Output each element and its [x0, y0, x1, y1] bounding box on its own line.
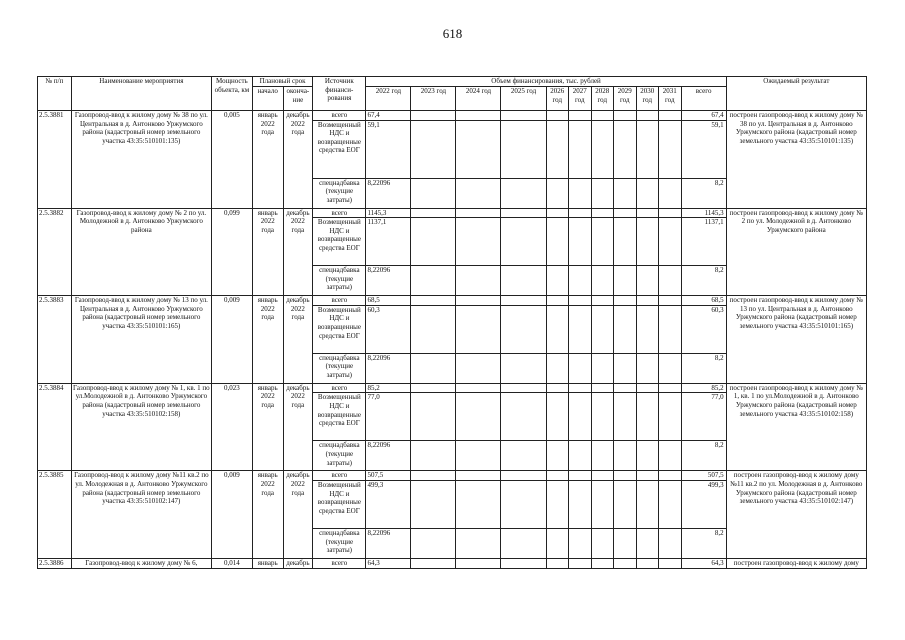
value-total: 499,3: [681, 480, 726, 528]
source-label: Возмещенный НДС и возвращенные средства ЕОГ: [313, 480, 366, 528]
value-total: 67,4: [681, 111, 726, 121]
source-label: всего: [313, 208, 366, 218]
table-row: [38, 383, 867, 393]
header-year: 2025 год: [501, 87, 546, 111]
source-label: всего: [313, 471, 366, 481]
row-end: декабрь 2022 года: [283, 471, 313, 559]
header-name: Наименование мероприятия: [71, 77, 211, 111]
value-total: 60,3: [681, 305, 726, 353]
row-start: январь 2022 года: [252, 471, 283, 559]
row-name: Газопровод-ввод к жилому дому №11 кв.2 по ул. Молодежная в д. Антонково Уржумского района (кадастровый номер земельного участка 43:35:510102:147): [71, 471, 211, 559]
row-name: Газопровод-ввод к жилому дому № 6,: [71, 558, 211, 568]
value-total: 68,5: [681, 296, 726, 306]
value-2022: 67,4: [366, 111, 411, 121]
source-label: Возмещенный НДС и возвращенные средства ЕОГ: [313, 305, 366, 353]
row-num: 2.5.3883: [38, 296, 72, 384]
row-result: построен газопровод-ввод к жилому дому №11 кв.2 по ул. Молодежная в д. Антонково Уржумского района (кадастровый номер земельного участка 43:35:510102:147): [726, 471, 866, 559]
value-total: 8,2: [681, 353, 726, 383]
source-label: всего: [313, 296, 366, 306]
value-total: 59,1: [681, 120, 726, 178]
row-start: январь 2022 года: [252, 208, 283, 296]
header-year: 2023 год: [411, 87, 456, 111]
page-number: 618: [442, 26, 463, 41]
row-result: построен газопровод-ввод к жилому дому № 1, кв. 1 по ул.Молодежной в д. Антонково Уржумского района (кадастровый номер земельного участка 43:35:510102:158): [726, 383, 866, 471]
row-start: январь 2022 года: [252, 383, 283, 471]
row-capacity: 0,014: [211, 558, 252, 568]
value-total: 507,5: [681, 471, 726, 481]
row-end: декабрь 2022 года: [283, 383, 313, 471]
row-capacity: 0,009: [211, 296, 252, 384]
header-start: начало: [252, 87, 283, 111]
source-label: Возмещенный НДС и возвращенные средства ЕОГ: [313, 393, 366, 441]
header-year: 2031 год: [659, 87, 682, 111]
header-year: 2026 год: [546, 87, 569, 111]
source-label: спецнадбавка (текущие затраты): [313, 441, 366, 471]
header-year: 2024 год: [456, 87, 501, 111]
row-end: декабрь 2022 года: [283, 111, 313, 209]
table-row: [38, 208, 867, 218]
value-2022: 8,22096: [366, 528, 411, 558]
value-total: 85,2: [681, 383, 726, 393]
header-year: 2028 год: [591, 87, 614, 111]
source-label: спецнадбавка (текущие затраты): [313, 266, 366, 296]
row-start: январь: [252, 558, 283, 568]
value-total: 8,2: [681, 528, 726, 558]
header-year: 2029 год: [614, 87, 637, 111]
row-num: 2.5.3886: [38, 558, 72, 568]
value-2022: 8,22096: [366, 441, 411, 471]
value-total: 8,2: [681, 441, 726, 471]
source-label: всего: [313, 558, 366, 568]
row-name: Газопровод-ввод к жилому дому № 38 по ул. Центральная в д. Антонково Уржумского района (кадастровый номер земельного участка 43:35:510101:135): [71, 111, 211, 209]
source-label: Возмещенный НДС и возвращенные средства ЕОГ: [313, 218, 366, 266]
row-result: построен газопровод-ввод к жилому дому: [726, 558, 866, 568]
row-end: декабрь 2022 года: [283, 208, 313, 296]
row-result: построен газопровод-ввод к жилому дому № 38 по ул. Центральная в д. Антонково Уржумского района (кадастровый номер земельного участка 43:35:510101:135): [726, 111, 866, 209]
value-2022: 1137,1: [366, 218, 411, 266]
value-2022: 64,3: [366, 558, 411, 568]
table-row: [38, 296, 867, 306]
header-year: 2030 год: [636, 87, 659, 111]
source-label: всего: [313, 111, 366, 121]
header-capacity: Мощность объекта, км: [211, 77, 252, 111]
table-row: [38, 471, 867, 481]
table-row: [38, 111, 867, 121]
value-2022: 8,22096: [366, 178, 411, 208]
value-total: 77,0: [681, 393, 726, 441]
value-total: 8,2: [681, 178, 726, 208]
row-name: Газопровод-ввод к жилому дому № 13 по ул. Центральная в д. Антонково Уржумского района (кадастровый номер земельного участка 43:35:510101:165): [71, 296, 211, 384]
value-2022: 8,22096: [366, 353, 411, 383]
source-label: спецнадбавка (текущие затраты): [313, 353, 366, 383]
row-num: 2.5.3885: [38, 471, 72, 559]
row-num: 2.5.3884: [38, 383, 72, 471]
header-result: Ожидаемый результат: [726, 77, 866, 111]
value-total: 8,2: [681, 266, 726, 296]
value-2022: 77,0: [366, 393, 411, 441]
table-row: [38, 558, 867, 568]
row-end: декабрь: [283, 558, 313, 568]
row-name: Газопровод-ввод к жилому дому № 2 по ул. Молодежной в д. Антонково Уржумского района: [71, 208, 211, 296]
header-year: 2022 год: [366, 87, 411, 111]
header-period: Плановый срок: [252, 77, 312, 87]
row-result: построен газопровод-ввод к жилому дому № 13 по ул. Центральная в д. Антонково Уржумского района (кадастровый номер земельного участка 43:35:510101:165): [726, 296, 866, 384]
value-2022: 507,5: [366, 471, 411, 481]
table-body: [38, 111, 867, 569]
value-2022: 59,1: [366, 120, 411, 178]
row-name: Газопровод-ввод к жилому дому № 1, кв. 1 по ул.Молодежной в д. Антонково Уржумского района (кадастровый номер земельного участка 43:35:510102:158): [71, 383, 211, 471]
financing-table: [37, 76, 867, 569]
value-total: 1137,1: [681, 218, 726, 266]
source-label: всего: [313, 383, 366, 393]
row-capacity: 0,099: [211, 208, 252, 296]
header-volume: Объем финансирования, тыс. рублей: [366, 77, 726, 87]
row-num: 2.5.3882: [38, 208, 72, 296]
value-2022: 499,3: [366, 480, 411, 528]
header-num: № п/п: [38, 77, 72, 111]
row-start: январь 2022 года: [252, 111, 283, 209]
value-2022: 68,5: [366, 296, 411, 306]
row-end: декабрь 2022 года: [283, 296, 313, 384]
row-capacity: 0,009: [211, 471, 252, 559]
value-total: 1145,3: [681, 208, 726, 218]
value-2022: 85,2: [366, 383, 411, 393]
row-capacity: 0,023: [211, 383, 252, 471]
source-label: спецнадбавка (текущие затраты): [313, 528, 366, 558]
header-source: Источник финанси-рования: [313, 77, 366, 111]
header-end: оконча-ние: [283, 87, 313, 111]
value-total: 64,3: [681, 558, 726, 568]
source-label: спецнадбавка (текущие затраты): [313, 178, 366, 208]
header-year: 2027 год: [569, 87, 592, 111]
source-label: Возмещенный НДС и возвращенные средства ЕОГ: [313, 120, 366, 178]
value-2022: 8,22096: [366, 266, 411, 296]
header-total: всего: [681, 87, 726, 111]
row-capacity: 0,005: [211, 111, 252, 209]
value-2022: 60,3: [366, 305, 411, 353]
row-start: январь 2022 года: [252, 296, 283, 384]
row-num: 2.5.3881: [38, 111, 72, 209]
row-result: построен газопровод-ввод к жилому дому № 2 по ул. Молодежной в д. Антонково Уржумского района: [726, 208, 866, 296]
value-2022: 1145,3: [366, 208, 411, 218]
